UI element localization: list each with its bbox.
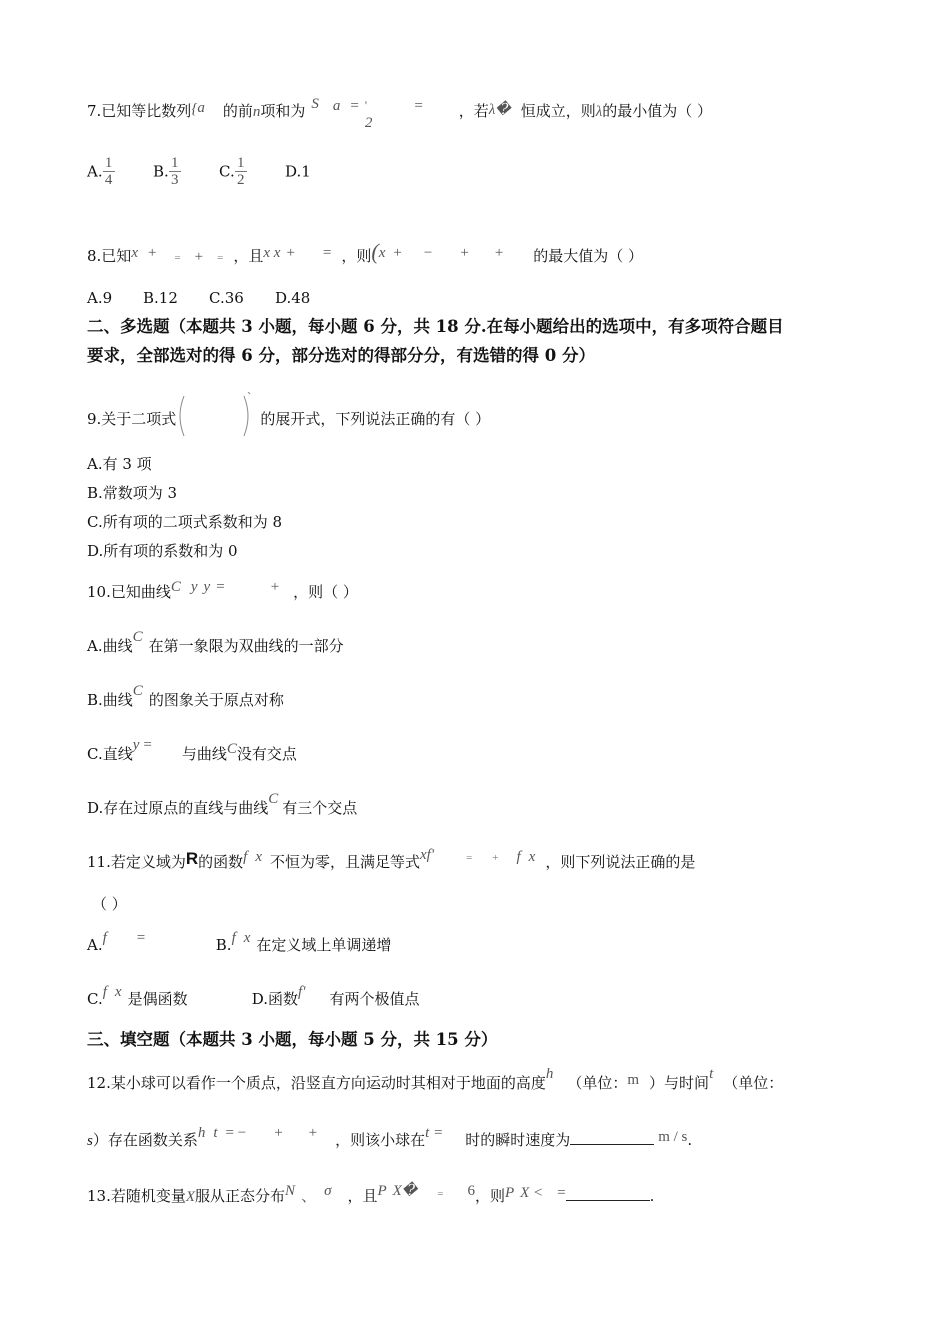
q8-text-2: ，且 xyxy=(233,247,264,265)
section-2-heading-line-2: 要求，全部选对的得 6 分，部分选对的得部分分，有选错的得 0 分） xyxy=(87,346,595,365)
q11-math-eq: = xyxy=(466,852,473,864)
q11-math-f: f xyxy=(243,849,248,865)
q11-text-1: 11.若定义域为 xyxy=(87,853,186,871)
q10-option-a-math-C: C xyxy=(132,629,143,645)
q7-option-c-fraction xyxy=(235,155,247,188)
q12-math-m: m xyxy=(627,1072,640,1088)
q12-stem-line-2 xyxy=(87,1125,693,1151)
q7-text-4: ，若 xyxy=(458,102,489,120)
q10-text-2: ，则（ ） xyxy=(293,583,358,601)
q8-text-3: ，则 xyxy=(341,247,372,265)
q8-math-minus: − xyxy=(423,245,433,261)
q8-stem xyxy=(87,239,644,268)
q7-text-3: 项和为 xyxy=(260,102,306,120)
q13-math-Xge: X� xyxy=(392,1183,418,1199)
q12-text-5: ）存在函数关系 xyxy=(92,1131,198,1149)
q7-option-a-fraction xyxy=(103,155,115,188)
q12-text-6: ，则该小球在 xyxy=(335,1131,426,1149)
q13-math-6: 6 xyxy=(467,1183,475,1199)
q11-stem xyxy=(87,847,696,874)
q8-text-4: 的最大值为（ ） xyxy=(533,247,644,265)
q7-math-n: n xyxy=(252,104,261,120)
q12-math-plus1: + xyxy=(274,1125,283,1141)
q13-math-P1: P xyxy=(377,1183,387,1199)
q12-unit: m / s xyxy=(658,1129,688,1145)
q10-text-1: 10.已知曲线 xyxy=(87,583,171,601)
q12-math-h: h xyxy=(545,1066,554,1082)
q7-option-c-den: 2 xyxy=(236,172,245,188)
q13-answer-blank[interactable] xyxy=(566,1186,650,1201)
q7-option-b-den: 3 xyxy=(171,172,179,188)
q7-option-c-label: C. xyxy=(219,162,235,181)
q11-option-c-label: C. xyxy=(87,990,103,1008)
q12-text-1: 12.某小球可以看作一个质点，沿竖直方向运动时其相对于地面的高度 xyxy=(87,1074,546,1092)
q13-end: . xyxy=(649,1187,655,1205)
q8-option-c: C.36 xyxy=(209,289,244,307)
q11-options-ab xyxy=(87,930,392,956)
q8-option-d: D.48 xyxy=(275,289,311,307)
q7-math-2: 2 xyxy=(364,115,373,131)
q11-option-d-text: 有两个极值点 xyxy=(329,990,420,1008)
q13-math-N: N xyxy=(285,1183,296,1199)
q12-text-7: 时的瞬时速度为 xyxy=(465,1131,571,1149)
q10-math-y1: y xyxy=(190,579,198,595)
q13-math-eq1: = xyxy=(437,1188,444,1200)
q11-math-x: x xyxy=(255,849,262,865)
q7-option-d: D.1 xyxy=(285,162,311,181)
q7-option-b-num: 1 xyxy=(171,155,179,171)
q10-math-C: C xyxy=(170,579,181,595)
q8-math-eq1: = xyxy=(174,252,181,264)
q10-option-d-text-1: D.存在过原点的直线与曲线 xyxy=(87,799,269,817)
q10-option-a-text-1: A.曲线 xyxy=(87,637,133,655)
q8-math-plus2: + xyxy=(194,249,204,265)
q11-option-c xyxy=(87,984,247,1010)
q12-answer-blank[interactable] xyxy=(570,1130,654,1145)
q10-option-b xyxy=(87,683,284,711)
q7-math-eq1: = xyxy=(350,98,359,114)
q7-option-a-num: 1 xyxy=(104,155,113,171)
q7-stem xyxy=(87,96,712,131)
q7-option-b xyxy=(153,155,219,188)
q12-math-s: s xyxy=(87,1133,93,1149)
q12-stem-line-1 xyxy=(87,1066,784,1094)
q10-option-b-math-C: C xyxy=(132,683,143,699)
q8-math-xx: x x xyxy=(263,245,281,261)
q11-math-x2: x xyxy=(528,849,536,865)
q7-options xyxy=(87,155,311,188)
q11-text-3: 不恒为零，且满足等式 xyxy=(270,853,421,871)
q11-option-c-text: 是偶函数 xyxy=(127,990,188,1008)
q12-text-3: ）与时间 xyxy=(649,1074,710,1092)
q8-math-x2: x xyxy=(378,245,386,261)
q11-option-c-math-f: f xyxy=(102,984,107,1000)
q7-math-a: a xyxy=(197,100,205,116)
q7-option-a-den: 4 xyxy=(104,172,113,188)
q11-R-symbol: R xyxy=(185,849,199,868)
q13-math-eq2: = xyxy=(557,1185,566,1201)
q9-stem xyxy=(87,400,490,440)
q11-option-b-math-f: f xyxy=(231,930,236,946)
q11-math-xfprime: xf' xyxy=(420,847,435,863)
q13-math-Xlt: X < xyxy=(520,1185,544,1201)
q7-math-prime: ' xyxy=(364,98,367,112)
q10-option-b-text-2: 的图象关于原点对称 xyxy=(148,691,284,709)
q13-stem xyxy=(87,1183,655,1208)
q10-option-d-text-2: 有三个交点 xyxy=(282,799,358,817)
q11-option-c-math-x: x xyxy=(114,984,122,1000)
q8-options xyxy=(87,288,310,308)
q7-math-lambda: λ� xyxy=(488,102,511,118)
section-2-heading-line-1: 二、多选题（本题共 3 小题，每小题 6 分，共 18 分.在每小题给出的选项中，有多项符合题目 xyxy=(87,317,784,336)
q13-math-X: X xyxy=(185,1189,196,1205)
q10-option-a-text-2: 在第一象限为双曲线的一部分 xyxy=(148,637,344,655)
q8-math-eq2: = xyxy=(217,252,224,264)
q13-text-4: ，则 xyxy=(474,1187,505,1205)
q9-option-a: A.有 3 项 xyxy=(87,455,152,473)
q12-math-h2: h xyxy=(197,1125,206,1141)
q12-math-eq: = − xyxy=(225,1125,247,1141)
q11-text-2: 的函数 xyxy=(198,853,244,871)
q12-end: . xyxy=(687,1131,693,1149)
q10-math-plus: + xyxy=(270,579,280,595)
q10-option-c xyxy=(87,737,297,765)
q11-math-f2: f xyxy=(516,849,521,865)
q9-text-2: 的展开式，下列说法正确的有（ ） xyxy=(260,410,491,428)
q11-option-a-label: A. xyxy=(87,936,103,954)
q11-option-b-label: B. xyxy=(215,936,232,954)
q9-option-b: B.常数项为 3 xyxy=(87,484,178,502)
q7-option-a xyxy=(87,155,153,188)
q7-text-2: 的前 xyxy=(222,102,253,120)
q8-math-plus3: + xyxy=(286,245,295,261)
q12-text-4: （单位： xyxy=(723,1074,784,1092)
q8-option-a: A.9 xyxy=(87,289,113,307)
q10-option-c-text-2: 与曲线 xyxy=(181,745,227,763)
q11-option-b xyxy=(211,930,392,954)
q9-option-d: D.所有项的系数和为 0 xyxy=(87,542,238,560)
q7-option-c-num: 1 xyxy=(236,155,245,171)
q12-text-2: （单位： xyxy=(567,1074,628,1092)
q7-math-a2: a xyxy=(332,98,341,114)
q8-math-plus5: + xyxy=(460,245,469,261)
q13-math-P2: P xyxy=(504,1185,515,1201)
q13-text-2: 服从正态分布 xyxy=(195,1187,286,1205)
q8-math-plus6: + xyxy=(494,245,504,261)
q13-math-sigma: σ xyxy=(324,1183,332,1199)
q7-option-a-label: A. xyxy=(87,162,103,181)
q10-option-c-text-1: C.直线 xyxy=(87,745,133,763)
q8-math-plus4: + xyxy=(393,245,402,261)
q11-option-a xyxy=(87,930,211,956)
q7-math-brace: { xyxy=(191,101,198,117)
q12-math-plus2: + xyxy=(308,1125,318,1141)
q10-option-c-math-C: C xyxy=(226,741,237,757)
q7-math-eq2: = xyxy=(414,98,423,114)
q8-math-eq3: = xyxy=(322,245,332,261)
q7-option-b-fraction xyxy=(169,155,181,188)
q13-text-1: 13.若随机变量 xyxy=(87,1187,186,1205)
q11-option-d-math-fprime: f' xyxy=(298,984,306,1000)
q9-binomial-expression xyxy=(176,400,252,440)
q10-math-y2: y xyxy=(203,579,211,595)
q12-math-t: t xyxy=(709,1066,714,1082)
q11-answer-paren: （ ） xyxy=(92,895,127,913)
q9-option-c: C.所有项的二项式系数和为 8 xyxy=(87,513,283,531)
q12-math-t-eq: t = xyxy=(425,1125,444,1141)
q7-text-5: 恒成立，则 xyxy=(520,102,596,120)
q7-option-c xyxy=(219,155,285,188)
q11-option-b-text: 在定义域上单调递增 xyxy=(256,936,392,954)
q10-option-d-math-C: C xyxy=(268,791,279,807)
q9-text-1: 9.关于二项式 xyxy=(87,410,177,428)
q7-math-lambda2: λ xyxy=(595,104,603,120)
q13-math-sep: 、 xyxy=(301,1189,317,1205)
q10-option-c-text-3: 没有交点 xyxy=(236,745,297,763)
q9-binomial-parentheses xyxy=(176,392,252,440)
q7-math-S: S xyxy=(311,96,319,112)
q10-option-a xyxy=(87,629,344,657)
q10-option-c-math-eq: = xyxy=(143,737,152,753)
q11-option-a-math-f: f xyxy=(102,930,107,946)
q7-text-1: 7.已知等比数列 xyxy=(87,102,192,120)
q8-math-paren: ( xyxy=(371,239,379,264)
section-3-heading: 三、填空题（本题共 3 小题，每小题 5 分，共 15 分） xyxy=(87,1030,498,1049)
q11-option-b-math-x: x xyxy=(243,930,251,946)
q8-option-b: B.12 xyxy=(143,289,178,307)
q10-option-d xyxy=(87,791,358,819)
q7-option-b-label: B. xyxy=(153,162,169,181)
q10-stem xyxy=(87,579,358,603)
q11-option-a-math-eq: = xyxy=(136,930,146,946)
q11-option-d-label: D.函数 xyxy=(251,990,299,1008)
q13-text-3: ，且 xyxy=(347,1187,378,1205)
q11-options-cd xyxy=(87,984,420,1010)
q11-option-d xyxy=(247,984,420,1008)
q10-math-eq: = xyxy=(216,579,225,595)
q8-text-1: 8.已知 xyxy=(87,247,132,265)
q8-math-x: x xyxy=(131,245,138,261)
q8-math-plus1: + xyxy=(147,245,157,261)
q10-option-c-math-y: y xyxy=(132,737,140,753)
q7-text-6: 的最小值为（ ） xyxy=(602,102,712,120)
q12-math-t2: t xyxy=(213,1125,218,1141)
q11-math-plus: + xyxy=(492,852,499,864)
q11-text-4: ，则下列说法正确的是 xyxy=(545,853,696,871)
q10-option-b-text-1: B.曲线 xyxy=(87,691,133,709)
